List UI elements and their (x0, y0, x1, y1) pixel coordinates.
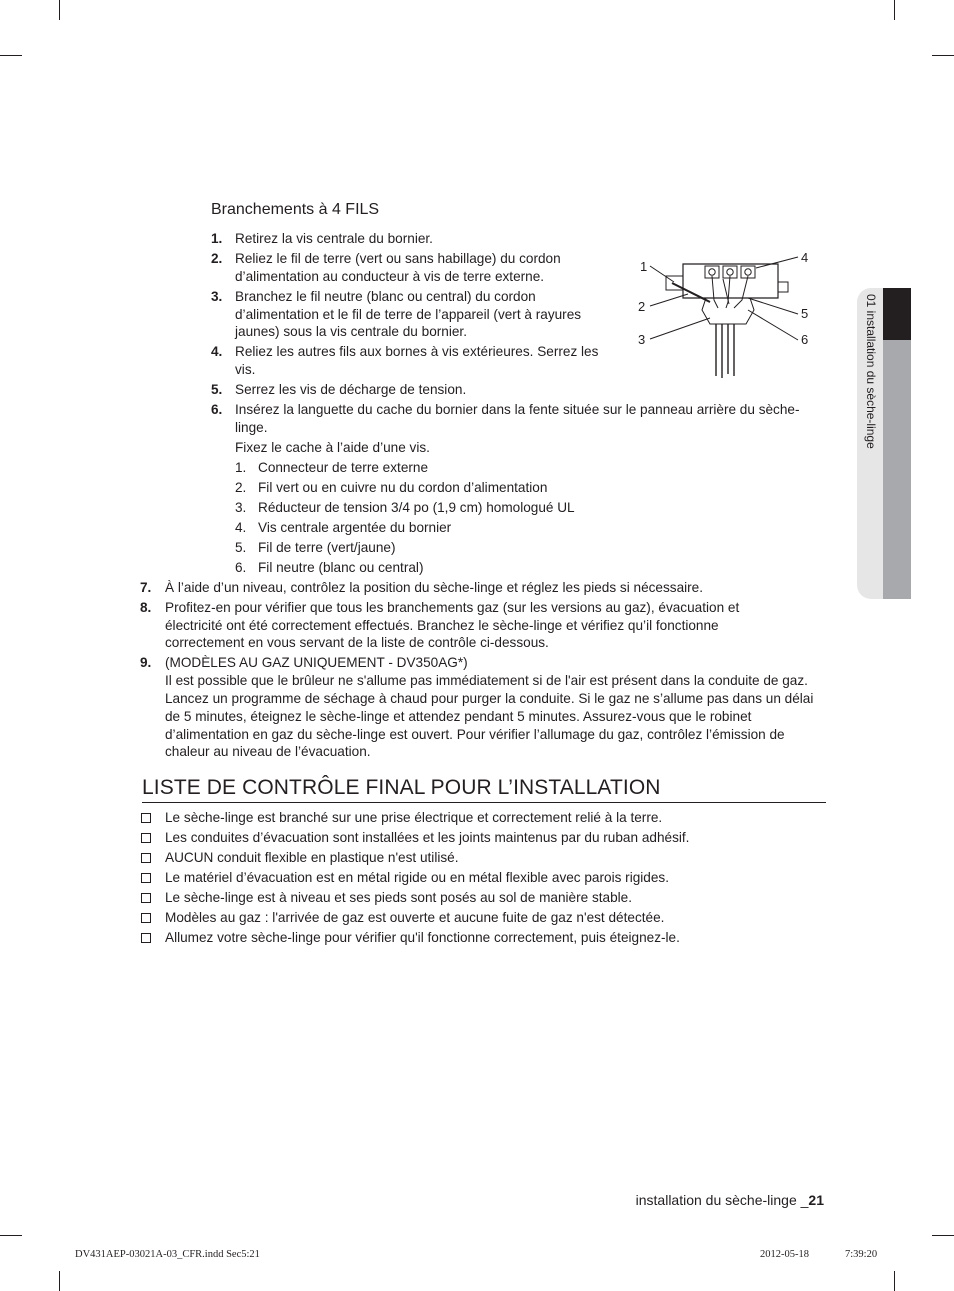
step-6-note: Fixez le cache à l’aide d’une vis. (235, 439, 430, 455)
slug-date: 2012-05-18 (760, 1249, 809, 1260)
step-3: 3. Branchez le fil neutre (blanc ou central) du cordon d’alimentation et le fil de terre de l’appareil (vert à rayures jaunes) sous la vis centrale du bornier. (211, 288, 582, 340)
diagram-label-1: 1 (640, 259, 648, 274)
crop-mark (894, 1271, 895, 1291)
checkbox-icon (141, 833, 151, 843)
installation-steps (140, 230, 830, 763)
diagram-label-6: 6 (801, 332, 809, 347)
parts-item: 6. Fil neutre (blanc ou central) (235, 559, 424, 575)
checklist-item: Allumez votre sèche-linge pour vérifier qu'il fonctionne correctement, puis éteignez-le. (140, 929, 689, 947)
crop-mark (59, 1271, 60, 1291)
checklist-item: Le matériel d’évacuation est en métal rigide ou en métal flexible avec parois rigides. (140, 869, 689, 887)
checkbox-icon (141, 933, 151, 943)
step-1: 1. Retirez la vis centrale du bornier. (211, 231, 433, 246)
slug-filename: DV431AEP-03021A-03_CFR.indd Sec5:21 (75, 1249, 260, 1260)
final-checklist (140, 809, 689, 949)
checklist-item: AUCUN conduit flexible en plastique n'est utilisé. (140, 849, 689, 867)
checklist-item: Modèles au gaz : l'arrivée de gaz est ouverte et aucune fuite de gaz n'est détectée. (140, 909, 689, 927)
subheading: Branchements à 4 FILS (211, 201, 380, 218)
checkbox-icon (141, 893, 151, 903)
crop-mark (0, 55, 22, 56)
section-title: LISTE DE CONTRÔLE FINAL POUR L’INSTALLATION (142, 776, 826, 803)
checkbox-icon (141, 853, 151, 863)
step-5: 5. Serrez les vis de décharge de tension. (211, 382, 467, 398)
parts-item: 3. Réducteur de tension 3/4 po (1,9 cm) homologué UL (235, 499, 575, 515)
diagram-label-2: 2 (638, 299, 646, 314)
footer-section: installation du sèche-linge _ (635, 1192, 809, 1208)
checkbox-icon (141, 873, 151, 883)
parts-list (140, 459, 830, 577)
checklist-item: Le sèche-linge est branché sur une prise électrique et correctement relié à la terre. (140, 809, 689, 827)
crop-mark (932, 55, 954, 56)
crop-mark (59, 0, 60, 20)
chapter-tab-marker (883, 288, 911, 340)
chapter-tab-strip (883, 340, 911, 599)
step-2: 2. Reliez le fil de terre (vert ou sans habillage) du cordon d’alimentation au conducteur à vis de terre externe. (211, 250, 561, 284)
step-7: 7. À l’aide d’un niveau, contrôlez la position du sèche-linge et réglez les pieds si nécessaire. (140, 579, 704, 595)
slug-time: 7:39:20 (845, 1249, 878, 1260)
crop-mark (894, 0, 895, 20)
step-4: 4. Reliez les autres fils aux bornes à vis extérieures. Serrez les vis. (211, 344, 599, 378)
diagram-label-4: 4 (801, 250, 809, 265)
parts-item: 1. Connecteur de terre externe (235, 459, 429, 475)
step-6: 6. Insérez la languette du cache du bornier dans la fente située sur le panneau arrière du sèche-linge. (211, 402, 800, 435)
parts-item: 2. Fil vert ou en cuivre nu du cordon d’alimentation (235, 479, 548, 495)
page-footer (636, 1192, 824, 1208)
page-number: 21 (808, 1192, 824, 1208)
gas-models-title: (MODÈLES AU GAZ UNIQUEMENT - DV350AG*) (165, 655, 468, 671)
checklist-item: Le sèche-linge est à niveau et ses pieds sont posés au sol de manière stable. (140, 889, 689, 907)
diagram-label-3: 3 (638, 332, 646, 347)
parts-item: 4. Vis centrale argentée du bornier (235, 519, 452, 535)
diagram-label-5: 5 (801, 306, 809, 321)
parts-item: 5. Fil de terre (vert/jaune) (235, 539, 396, 555)
checkbox-icon (141, 913, 151, 923)
crop-mark (0, 1235, 22, 1236)
chapter-tab-label: 01 installation du sèche-linge (864, 294, 878, 449)
crop-mark (932, 1235, 954, 1236)
checkbox-icon (141, 813, 151, 823)
step-8: 8. Profitez-en pour vérifier que tous les branchements gaz (sur les versions au gaz), évacuation et électricité ont été correctement effectués. Branchez le sèche-linge et vérifiez qu’il fonctionne correctement en vous servant de la liste de contrôle ci-dessous. (140, 599, 740, 651)
step-9: 9. (MODÈLES AU GAZ UNIQUEMENT - DV350AG*) Il est possible que le brûleur ne s'allume pas immédiatement si de l'air est présent dans la conduite de gaz. Lancez un programme de séchage à chaud pour purger la conduite. Si le gaz ne s’allume pas dans un délai de 5 minutes, éteignez le sèche-linge et attendez pendant 5 minutes. Assurez-vous que le robinet d’alimentation en gaz du sèche-linge est ouvert. Pour vérifier l’allumage du gaz, contrôlez l’émission de chaleur au niveau de l’évacuation. (140, 655, 814, 760)
checklist-item: Les conduites d’évacuation sont installées et les joints maintenus par du ruban adhésif. (140, 829, 689, 847)
